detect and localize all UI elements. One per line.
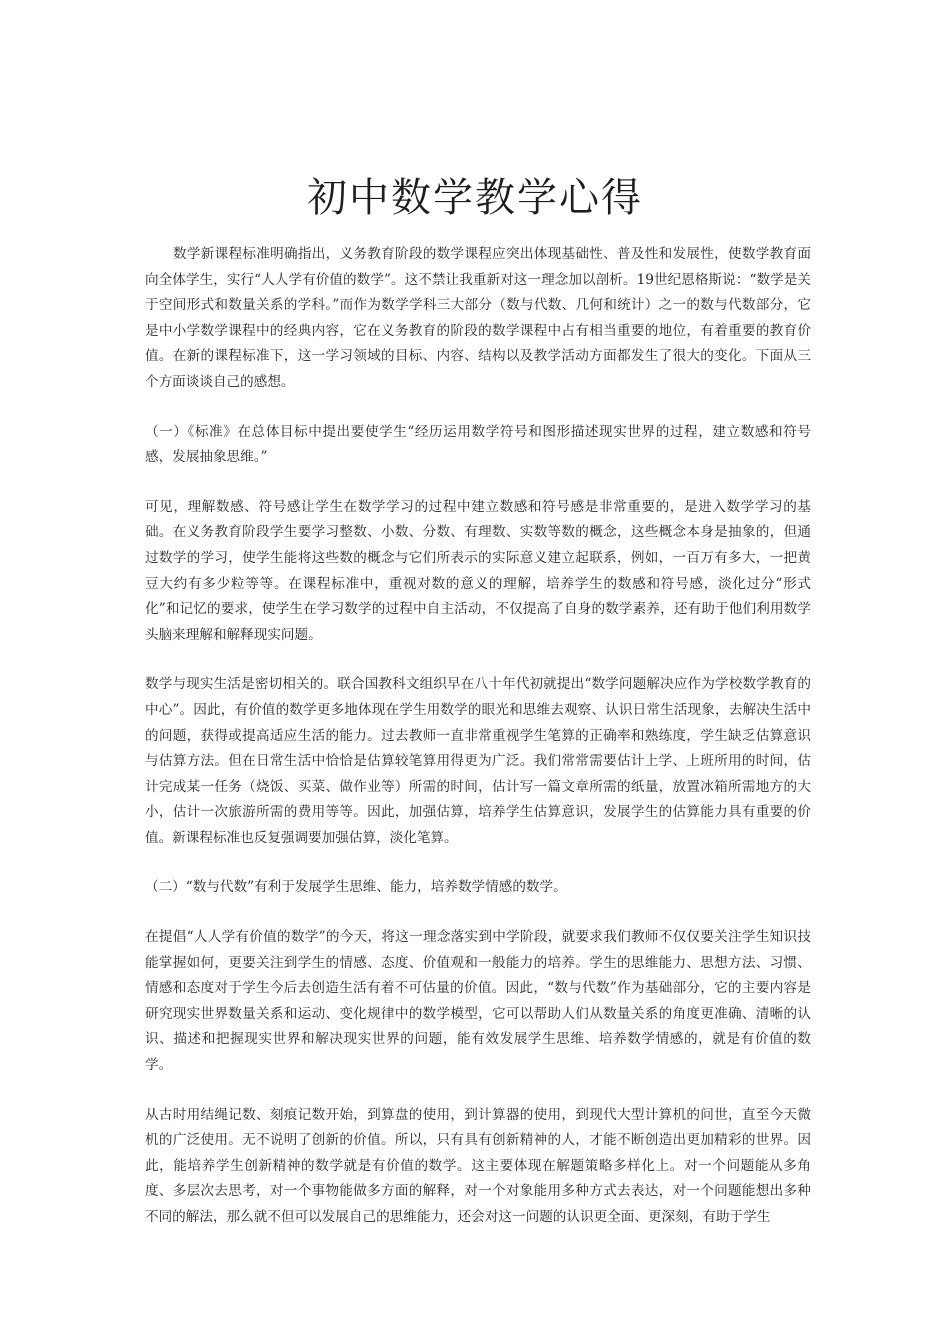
paragraph-section-2-heading: （二）“数与代数”有利于发展学生思维、能力，培养数学情感的数学。 (145, 879, 567, 896)
paragraph-valuable-math: 在提倡“人人学有价值的数学”的今天，将这一理念落实到中学阶段，就要求我们教师不仅仅要关注学生知识技能掌握如何，更要关注到学生的情感、态度、价值观和一般能力的培养。学生的思维能力、思想方法、习惯、情感和态度对于学生今后去创造生活有着不可估量的价值。因此，“数与代数”作为基础部分，它的主要内容是研究现实世界数量关系和运动、变化规律中的数学模型，它可以帮助人们从数量关系的角度更准确、清晰的认识、描述和把握现实世界和解决现实世界的问题，能有效发展学生思维、培养数学情感的，就是有价值的数学。 (145, 929, 811, 1074)
paragraph-section-1-heading: （一）《标准》在总体目标中提出要使学生“经历运用数学符号和图形描述现实世界的过程，建立数感和符号感，发展抽象思维。” (145, 423, 811, 466)
document-title: 初中数学教学心得 (307, 175, 643, 221)
paragraph-real-life: 数学与现实生活是密切相关的。联合国教科文组织早在八十年代初就提出“数学问题解决应作为学校数学教育的中心”。因此，有价值的数学更多地体现在学生用数学的眼光和思维去观察、认识日常生活现象，去解决生活中的问题，获得或提高适应生活的能力。过去教师一直非常重视学生笔算的正确率和熟练度，学生缺乏估算意识与估算方法。但在日常生活中恰恰是估算较笔算用得更为广泛。我们常常需要估计上学、上班所用的时间，估计完成某一任务（烧饭、买菜、做作业等）所需的时间，估计写一篇文章所需的纸量，放置冰箱所需地方的大小，估计一次旅游所需的费用等等。因此，加强估算，培养学生估算意识，发展学生的估算能力具有重要的价值。新课程标准也反复强调要加强估算，淡化笔算。 (145, 676, 811, 846)
paragraph-number-sense: 可见，理解数感、符号感让学生在数学学习的过程中建立数感和符号感是非常重要的，是进入数学学习的基础。在义务教育阶段学生要学习整数、小数、分数、有理数、实数等数的概念，这些概念本身是抽象的，但通过数学的学习，使学生能将这些数的概念与它们所表示的实际意义建立起联系，例如，一百万有多大，一把黄豆大约有多少粒等等。在课程标准中，重视对数的意义的理解，培养学生的数感和符号感，淡化过分“形式化”和记忆的要求，使学生在学习数学的过程中自主活动，不仅提高了自身的数学素养，还有助于他们利用数学头脑来理解和解释现实问题。 (145, 498, 811, 643)
paragraph-intro: 数学新课程标准明确指出，义务教育阶段的数学课程应突出体现基础性、普及性和发展性，使数学教育面向全体学生，实行“人人学有价值的数学”。这不禁让我重新对这一理念加以剖析。19世纪恩格斯说：“数学是关于空间形式和数量关系的学科。”而作为数学学科三大部分（数与代数、几何和统计）之一的数与代数部分，它是中小学数学课程中的经典内容，它在义务教育的阶段的数学课程中占有相当重要的地位，有着重要的教育价值。在新的课程标准下，这一学习领域的目标、内容、结构以及教学活动方面都发生了很大的变化。下面从三个方面谈谈自己的感想。 (145, 246, 811, 390)
paragraph-innovation: 从古时用结绳记数、刻痕记数开始，到算盘的使用，到计算器的使用，到现代大型计算机的问世，直至今天微机的广泛使用。无不说明了创新的价值。所以，只有具有创新精神的人，才能不断创造出更加精彩的世界。因此，能培养学生创新精神的数学就是有价值的数学。这主要体现在解题策略多样化上。对一个问题能从多角度、多层次去思考，对一个事物能做多方面的解释，对一个对象能用多种方式去表达，对一个问题能想出多种不同的解法，那么就不但可以发展自己的思维能力，还会对这一问题的认识更全面、更深刻，有助于学生 (145, 1106, 811, 1225)
document-body (145, 242, 811, 1255)
